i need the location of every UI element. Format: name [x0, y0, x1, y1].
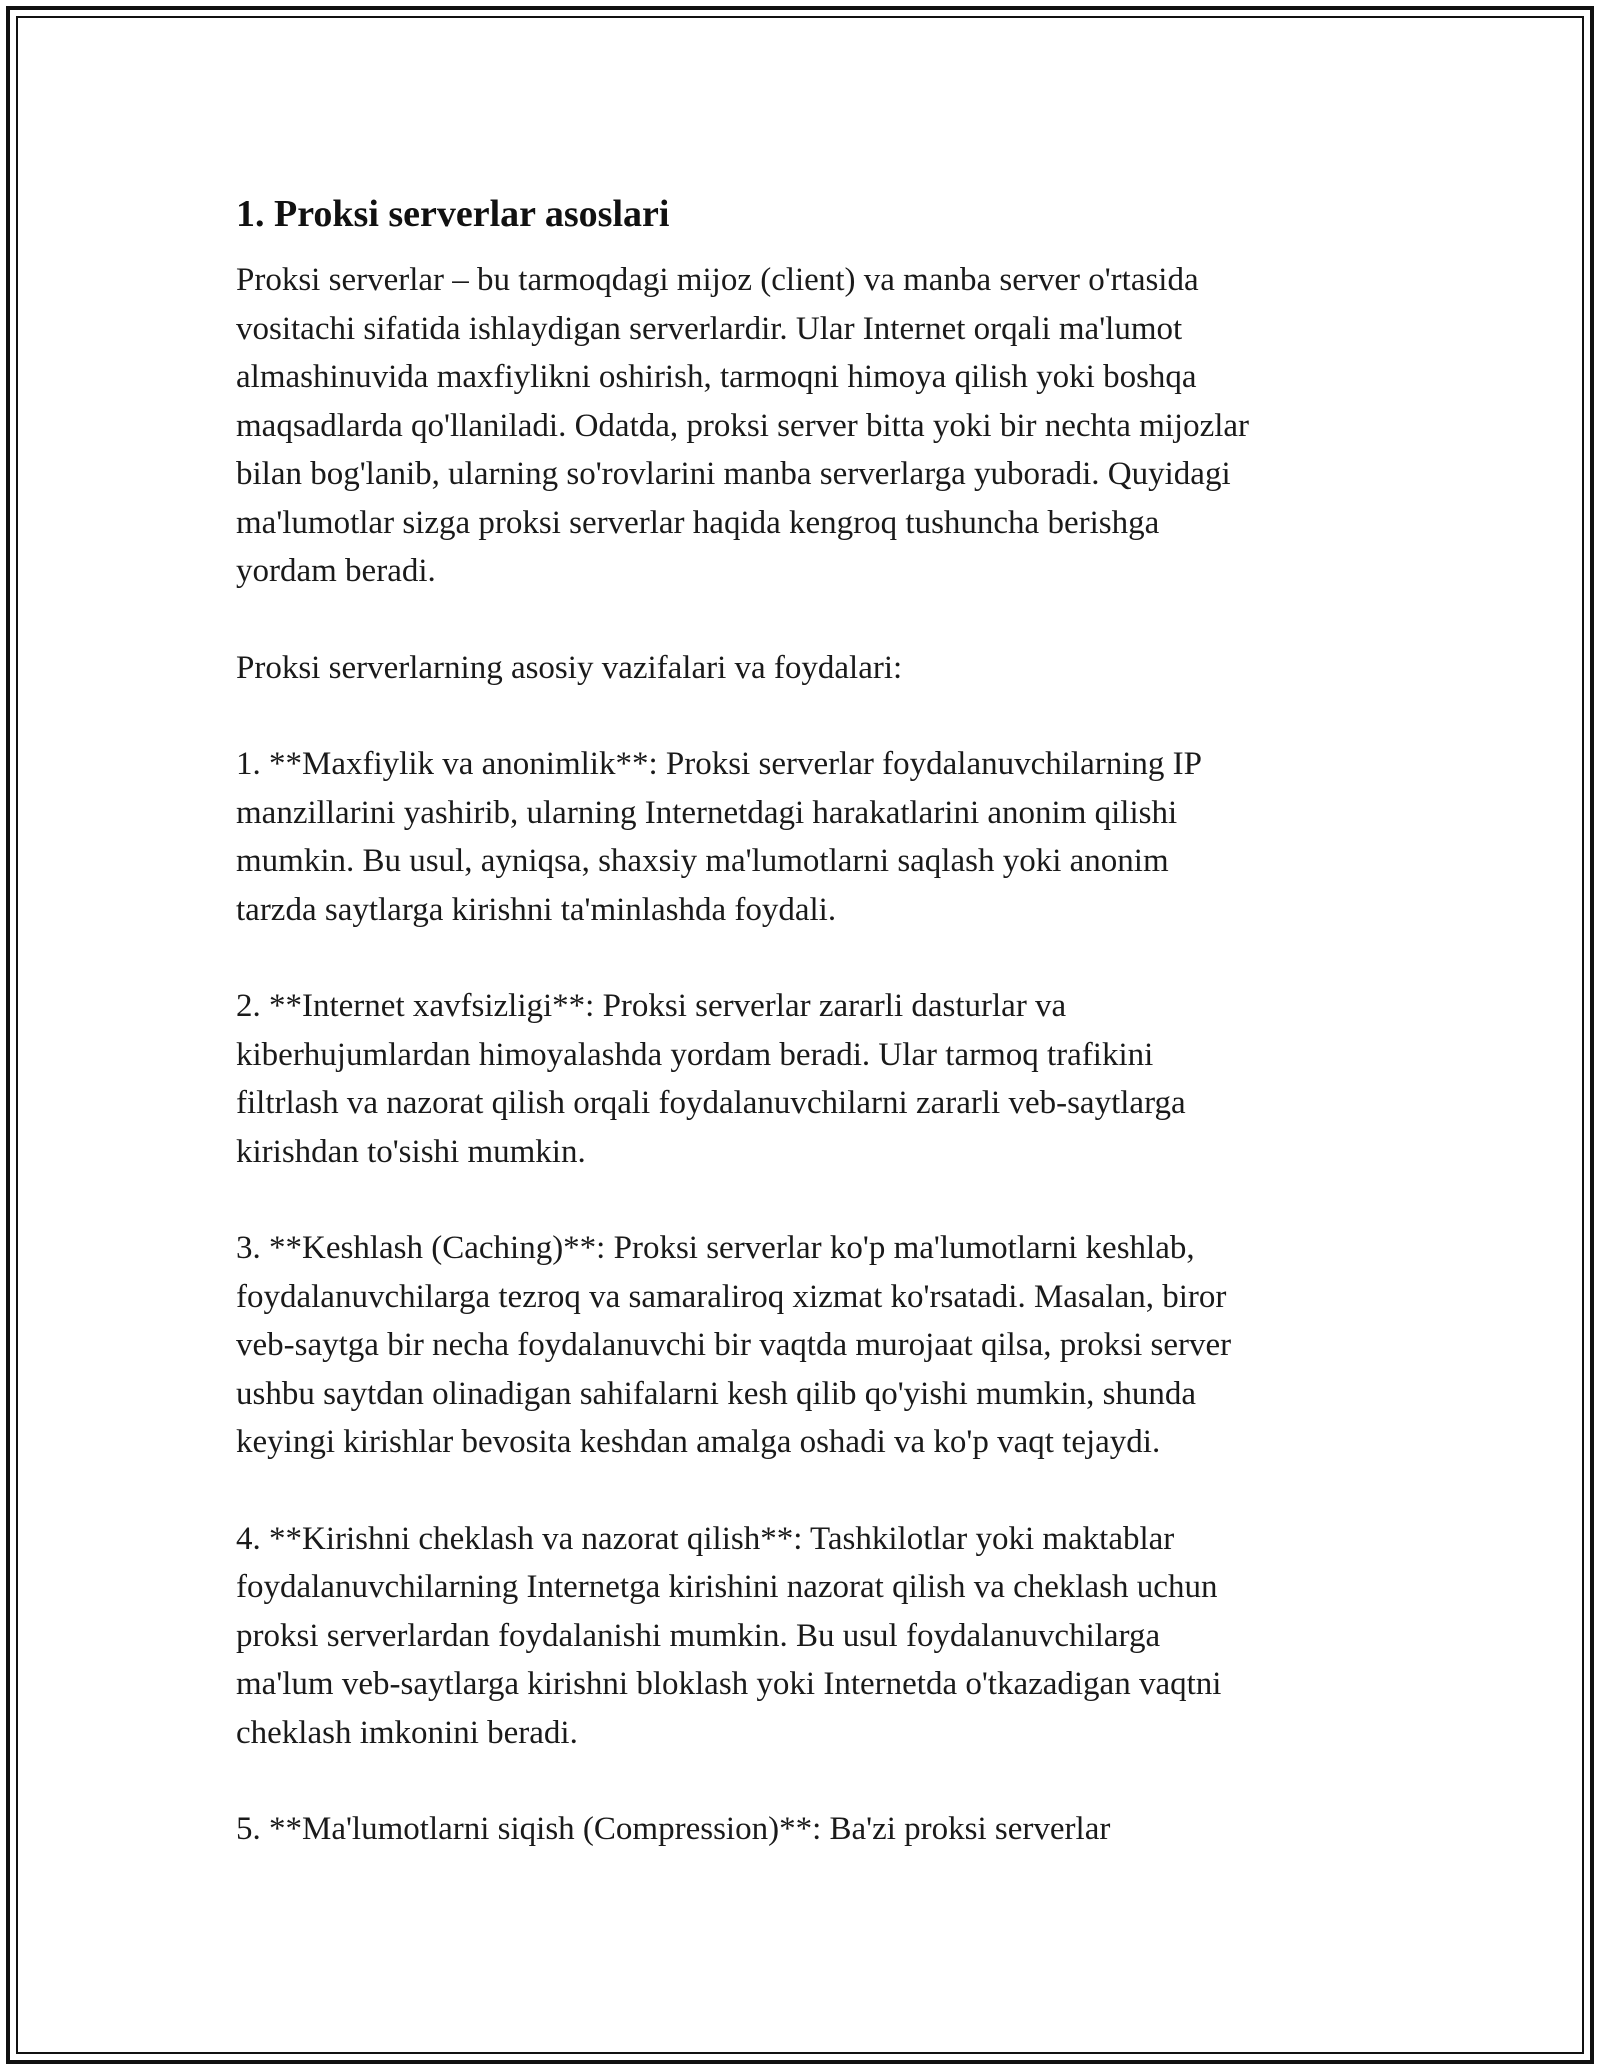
list-intro-paragraph: Proksi serverlarning asosiy vazifalari va foydalari:: [236, 649, 903, 686]
list-item-privacy: 1. **Maxfiylik va anonimlik**: Proksi serverlar foydalanuvchilarning IP manzillarini yashirib, ularning Internetdagi harakatlarini anonim qilishi mumkin. Bu usul, ayniqsa, shaxsiy ma'lumotlarni saqlash yoki anonim tarzda saytlarga kirishni ta'minlashda foydali.: [236, 746, 1202, 928]
intro-paragraph: Proksi serverlar – bu tarmoqdagi mijoz (client) va manba server o'rtasida vositachi sifatida ishlaydigan serverlardir. Ular Internet orqali ma'lumot almashinuvida maxfiylikni oshirish, tarmoqni himoya qilish yoki boshqa maqsadlarda qo'llaniladi. Odatda, proksi server bitta yoki bir nechta mijozlar bilan bog'lanib, ularning so'rovlarini manba serverlarga yuboradi. Quyidagi ma'lumotlar sizga proksi serverlar haqida kengroq tushuncha berishga yordam beradi.: [236, 262, 1250, 589]
section-heading: 1. Proksi serverlar asoslari: [236, 193, 670, 235]
list-item-caching: 3. **Keshlash (Caching)**: Proksi serverlar ko'p ma'lumotlarni keshlab, foydalanuvchilarga tezroq va samaraliroq xizmat ko'rsatadi. Masalan, biror veb-saytga bir necha foydalanuvchi bir vaqtda murojaat qilsa, proksi server ushbu saytdan olinadigan sahifalarni kesh qilib qo'yishi mumkin, shunda keyingi kirishlar bevosita keshdan amalga oshadi va ko'p vaqt tejaydi.: [236, 1230, 1232, 1460]
document-body: [236, 188, 1376, 1902]
list-item-security: 2. **Internet xavfsizligi**: Proksi serverlar zararli dasturlar va kiberhujumlardan himoyalashda yordam beradi. Ular tarmoq trafikini filtrlash va nazorat qilish orqali foydalanuvchilarni zararli veb-saytlarga kirishdan to'sishi mumkin.: [236, 988, 1186, 1170]
list-item-access-control: 4. **Kirishni cheklash va nazorat qilish**: Tashkilotlar yoki maktablar foydalanuvchilarning Internetga kirishini nazorat qilish va cheklash uchun proksi serverlardan foydalanishi mumkin. Bu usul foydalanuvchilarga ma'lum veb-saytlarga kirishni bloklash yoki Internetda o'tkazadigan vaqtni cheklash imkonini beradi.: [236, 1520, 1222, 1751]
list-item-compression: 5. **Ma'lumotlarni siqish (Compression)**: Ba'zi proksi serverlar: [236, 1811, 1111, 1847]
